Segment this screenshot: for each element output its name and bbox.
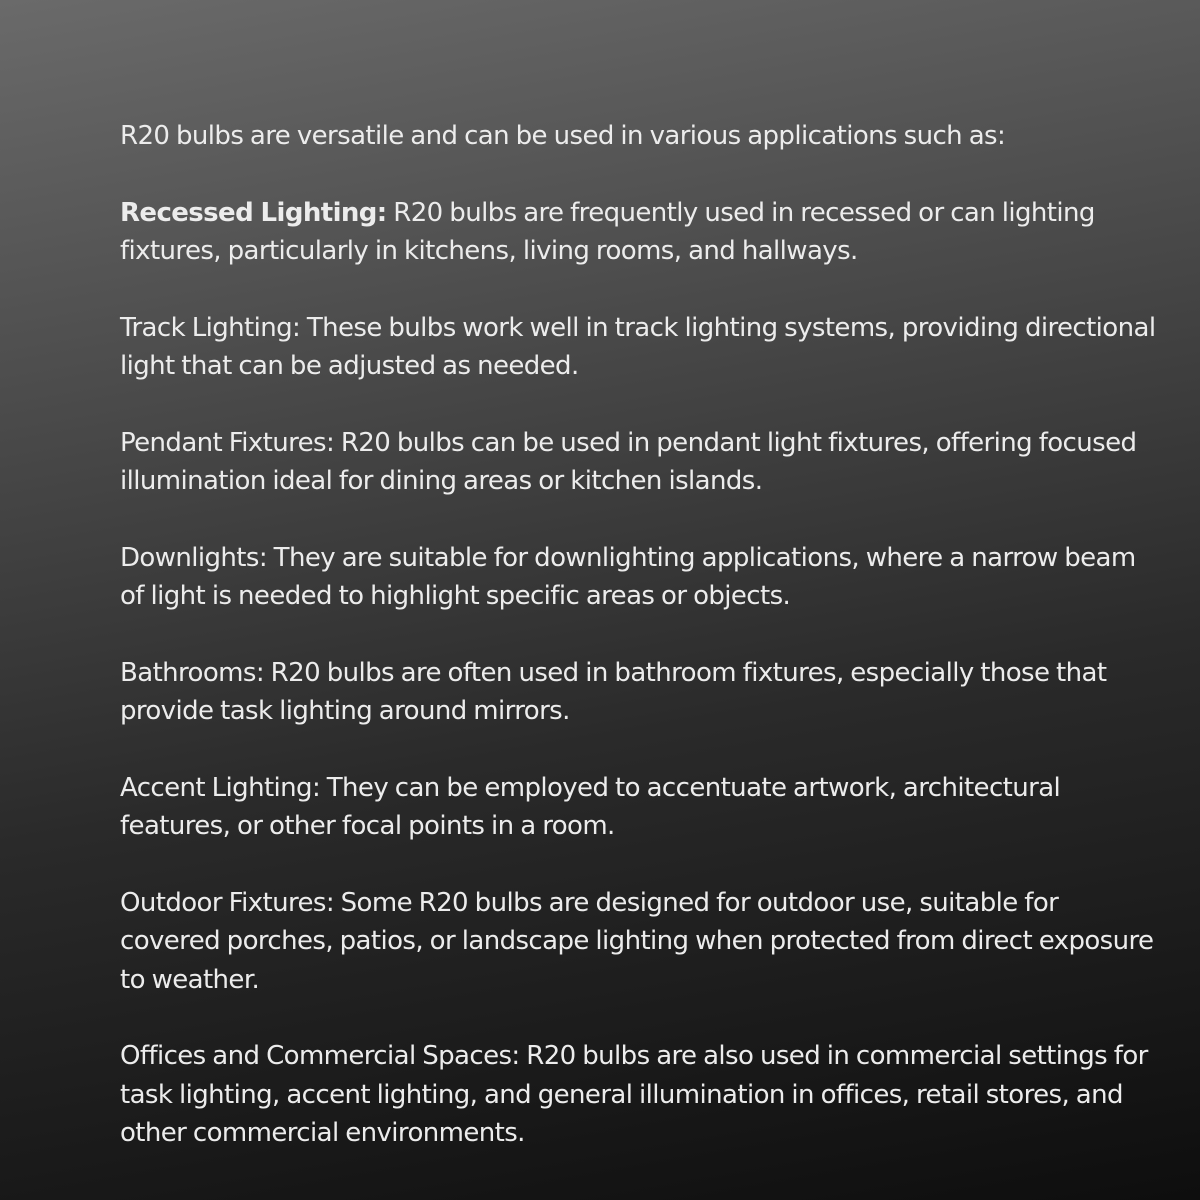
application-description: These bulbs work well in track lighting systems, providing directional light that can be adjusted as needed. <box>120 312 1156 381</box>
application-paragraph <box>120 884 1160 1000</box>
application-paragraph <box>120 654 1160 731</box>
applications-list <box>120 194 1160 1153</box>
application-title: Pendant Fixtures: <box>120 427 335 458</box>
application-description: R20 bulbs are also used in commercial settings for task lighting, accent lighting, and general illumination in offices, retail stores, and other commercial environments. <box>120 1041 1148 1148</box>
application-title: Offices and Commercial Spaces: <box>120 1041 520 1071</box>
intro-text: R20 bulbs are versatile and can be used in various applications such as: <box>120 121 1006 151</box>
application-paragraph <box>120 1037 1160 1153</box>
application-title: Downlights: <box>120 542 268 573</box>
application-paragraph <box>120 539 1160 616</box>
application-paragraph <box>120 769 1160 846</box>
application-title: Bathrooms: <box>120 657 265 688</box>
application-paragraph <box>120 309 1160 386</box>
application-title: Track Lighting: <box>120 312 301 343</box>
application-title: Outdoor Fixtures: <box>120 887 334 918</box>
application-description: They are suitable for downlighting applications, where a narrow beam of light is needed to highlight specific areas or objects. <box>120 542 1136 611</box>
application-title: Accent Lighting: <box>120 772 321 803</box>
application-title: Recessed Lighting: <box>120 197 387 228</box>
application-description: They can be employed to accentuate artwork, architectural features, or other focal points in a room. <box>120 772 1061 841</box>
application-description: R20 bulbs can be used in pendant light fixtures, offering focused illumination ideal for dining areas or kitchen islands. <box>120 427 1137 496</box>
application-description: Some R20 bulbs are designed for outdoor use, suitable for covered porches, patios, or landscape lighting when protected from direct exposure to weather. <box>120 887 1154 995</box>
application-paragraph <box>120 424 1160 501</box>
document-body <box>120 117 1160 1191</box>
application-description: R20 bulbs are frequently used in recessed or can lighting fixtures, particularly in kitchens, living rooms, and hallways. <box>120 197 1095 266</box>
application-description: R20 bulbs are often used in bathroom fixtures, especially those that provide task lighting around mirrors. <box>120 657 1107 726</box>
application-paragraph <box>120 194 1160 271</box>
